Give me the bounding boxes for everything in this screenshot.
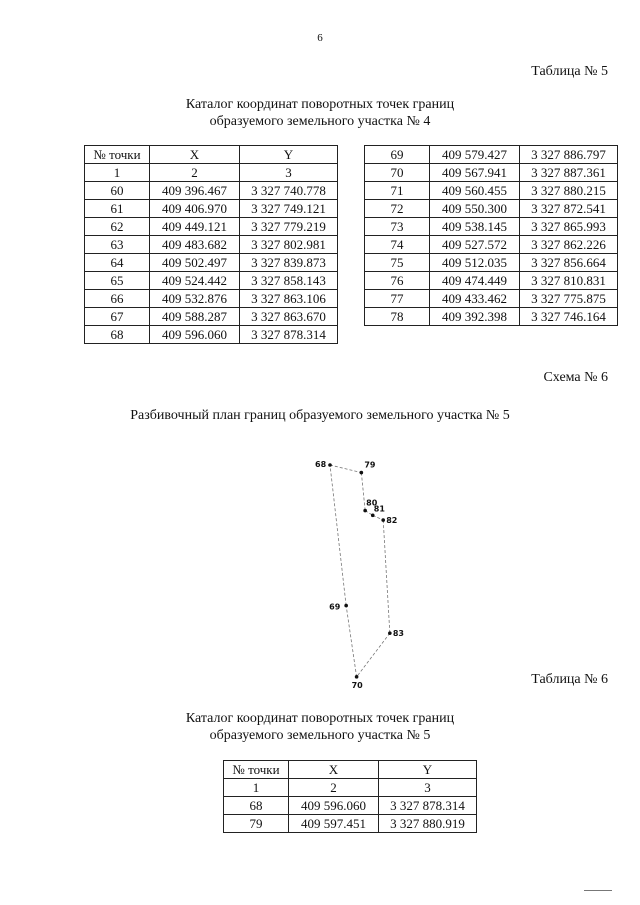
y-coordinate-cell: 3 327 878.314 xyxy=(240,326,338,344)
table-row xyxy=(365,290,618,308)
table-row xyxy=(85,218,338,236)
point-label-82: 82 xyxy=(386,516,398,526)
table5-left xyxy=(84,145,338,344)
point-label-83: 83 xyxy=(392,629,404,639)
y-coordinate-cell: 3 327 802.981 xyxy=(240,236,338,254)
boundary-segment xyxy=(361,473,365,511)
boundary-point-80 xyxy=(363,509,367,513)
x-coordinate-cell: 409 596.060 xyxy=(289,797,379,815)
table-row xyxy=(365,308,618,326)
y-coordinate-cell: 3 327 862.226 xyxy=(520,236,618,254)
point-label-81: 81 xyxy=(373,504,385,514)
x-coordinate-cell: 409 550.300 xyxy=(430,200,520,218)
point-number-cell: 65 xyxy=(85,272,150,290)
numbering-cell: 2 xyxy=(289,779,379,797)
point-number-cell: 70 xyxy=(365,164,430,182)
x-coordinate-cell: 409 527.572 xyxy=(430,236,520,254)
point-label-80: 80 xyxy=(366,498,378,508)
point-number-cell: 68 xyxy=(224,797,289,815)
table-row xyxy=(224,797,477,815)
table-row xyxy=(365,164,618,182)
x-coordinate-cell: 409 392.398 xyxy=(430,308,520,326)
x-coordinate-cell: 409 524.442 xyxy=(150,272,240,290)
table-row xyxy=(85,236,338,254)
x-coordinate-cell: 409 406.970 xyxy=(150,200,240,218)
y-coordinate-cell: 3 327 863.106 xyxy=(240,290,338,308)
boundary-point-69 xyxy=(344,604,348,608)
point-number-cell: 75 xyxy=(365,254,430,272)
table5-label: Таблица № 5 xyxy=(531,64,608,79)
point-number-cell: 71 xyxy=(365,182,430,200)
header-cell: X xyxy=(289,761,379,779)
x-coordinate-cell: 409 596.060 xyxy=(150,326,240,344)
numbering-cell: 1 xyxy=(224,779,289,797)
y-coordinate-cell: 3 327 880.919 xyxy=(379,815,477,833)
table5-right xyxy=(364,145,618,326)
table6-caption xyxy=(0,710,640,744)
table6-label: Таблица № 6 xyxy=(531,672,608,687)
header-cell: № точки xyxy=(224,761,289,779)
table-numbering-row xyxy=(224,779,477,797)
table-row xyxy=(85,290,338,308)
table-row xyxy=(365,182,618,200)
x-coordinate-cell: 409 597.451 xyxy=(289,815,379,833)
y-coordinate-cell: 3 327 839.873 xyxy=(240,254,338,272)
y-coordinate-cell: 3 327 865.993 xyxy=(520,218,618,236)
table6-caption-line1: Каталог координат поворотных точек границ xyxy=(185,711,455,726)
y-coordinate-cell: 3 327 746.164 xyxy=(520,308,618,326)
table-row xyxy=(365,218,618,236)
point-number-cell: 72 xyxy=(365,200,430,218)
x-coordinate-cell: 409 538.145 xyxy=(430,218,520,236)
table-row xyxy=(365,254,618,272)
boundary-segment xyxy=(383,520,390,633)
boundary-segment xyxy=(330,465,346,606)
x-coordinate-cell: 409 588.287 xyxy=(150,308,240,326)
x-coordinate-cell: 409 532.876 xyxy=(150,290,240,308)
point-number-cell: 77 xyxy=(365,290,430,308)
header-cell: Y xyxy=(379,761,477,779)
numbering-cell: 1 xyxy=(85,164,150,182)
point-number-cell: 60 xyxy=(85,182,150,200)
y-coordinate-cell: 3 327 872.541 xyxy=(520,200,618,218)
page-number: 6 xyxy=(317,32,323,44)
y-coordinate-cell: 3 327 886.797 xyxy=(520,146,618,164)
x-coordinate-cell: 409 560.455 xyxy=(430,182,520,200)
point-number-cell: 68 xyxy=(85,326,150,344)
point-number-cell: 61 xyxy=(85,200,150,218)
table-row xyxy=(85,272,338,290)
y-coordinate-cell: 3 327 887.361 xyxy=(520,164,618,182)
point-number-cell: 64 xyxy=(85,254,150,272)
y-coordinate-cell: 3 327 856.664 xyxy=(520,254,618,272)
point-number-cell: 67 xyxy=(85,308,150,326)
x-coordinate-cell: 409 396.467 xyxy=(150,182,240,200)
table5-caption-line1: Каталог координат поворотных точек границ xyxy=(185,97,455,112)
numbering-cell: 3 xyxy=(379,779,477,797)
scheme6-title: Разбивочный план границ образуемого земельного участка № 5 xyxy=(130,408,510,423)
boundary-plan-diagram xyxy=(250,435,450,690)
point-number-cell: 63 xyxy=(85,236,150,254)
x-coordinate-cell: 409 512.035 xyxy=(430,254,520,272)
x-coordinate-cell: 409 579.427 xyxy=(430,146,520,164)
boundary-segment xyxy=(357,633,390,677)
x-coordinate-cell: 409 502.497 xyxy=(150,254,240,272)
point-label-68: 68 xyxy=(315,460,327,469)
y-coordinate-cell: 3 327 863.670 xyxy=(240,308,338,326)
table-row xyxy=(365,200,618,218)
y-coordinate-cell: 3 327 858.143 xyxy=(240,272,338,290)
table-row xyxy=(365,146,618,164)
scheme6-label: Схема № 6 xyxy=(543,370,608,385)
point-number-cell: 79 xyxy=(224,815,289,833)
numbering-cell: 2 xyxy=(150,164,240,182)
table-row xyxy=(85,200,338,218)
header-cell: X xyxy=(150,146,240,164)
boundary-point-70 xyxy=(355,675,359,679)
boundary-point-83 xyxy=(388,631,392,635)
boundary-point-81 xyxy=(371,514,375,518)
scan-mark xyxy=(584,890,612,891)
numbering-cell: 3 xyxy=(240,164,338,182)
table5-caption xyxy=(0,96,640,130)
table-header-row xyxy=(85,146,338,164)
point-label-79: 79 xyxy=(364,460,376,470)
table-row xyxy=(85,308,338,326)
point-number-cell: 74 xyxy=(365,236,430,254)
x-coordinate-cell: 409 433.462 xyxy=(430,290,520,308)
point-number-cell: 66 xyxy=(85,290,150,308)
boundary-point-82 xyxy=(381,518,385,522)
header-cell: № точки xyxy=(85,146,150,164)
table-numbering-row xyxy=(85,164,338,182)
y-coordinate-cell: 3 327 880.215 xyxy=(520,182,618,200)
x-coordinate-cell: 409 449.121 xyxy=(150,218,240,236)
point-number-cell: 76 xyxy=(365,272,430,290)
x-coordinate-cell: 409 474.449 xyxy=(430,272,520,290)
boundary-point-68 xyxy=(328,463,332,467)
table-row xyxy=(224,815,477,833)
point-number-cell: 78 xyxy=(365,308,430,326)
point-number-cell: 69 xyxy=(365,146,430,164)
point-number-cell: 62 xyxy=(85,218,150,236)
y-coordinate-cell: 3 327 749.121 xyxy=(240,200,338,218)
table-row xyxy=(85,254,338,272)
y-coordinate-cell: 3 327 779.219 xyxy=(240,218,338,236)
y-coordinate-cell: 3 327 878.314 xyxy=(379,797,477,815)
y-coordinate-cell: 3 327 810.831 xyxy=(520,272,618,290)
y-coordinate-cell: 3 327 740.778 xyxy=(240,182,338,200)
table-header-row xyxy=(224,761,477,779)
x-coordinate-cell: 409 567.941 xyxy=(430,164,520,182)
point-number-cell: 73 xyxy=(365,218,430,236)
boundary-segment xyxy=(330,465,361,473)
table-row xyxy=(365,272,618,290)
table6-caption-line2: образуемого земельного участка № 5 xyxy=(209,728,431,743)
table-row xyxy=(365,236,618,254)
table6 xyxy=(223,760,477,833)
y-coordinate-cell: 3 327 775.875 xyxy=(520,290,618,308)
boundary-segment xyxy=(346,606,356,677)
point-label-70: 70 xyxy=(351,680,363,690)
x-coordinate-cell: 409 483.682 xyxy=(150,236,240,254)
boundary-point-79 xyxy=(360,471,364,475)
header-cell: Y xyxy=(240,146,338,164)
table-row xyxy=(85,326,338,344)
point-label-69: 69 xyxy=(329,602,341,612)
table-row xyxy=(85,182,338,200)
table5-caption-line2: образуемого земельного участка № 4 xyxy=(209,114,431,129)
